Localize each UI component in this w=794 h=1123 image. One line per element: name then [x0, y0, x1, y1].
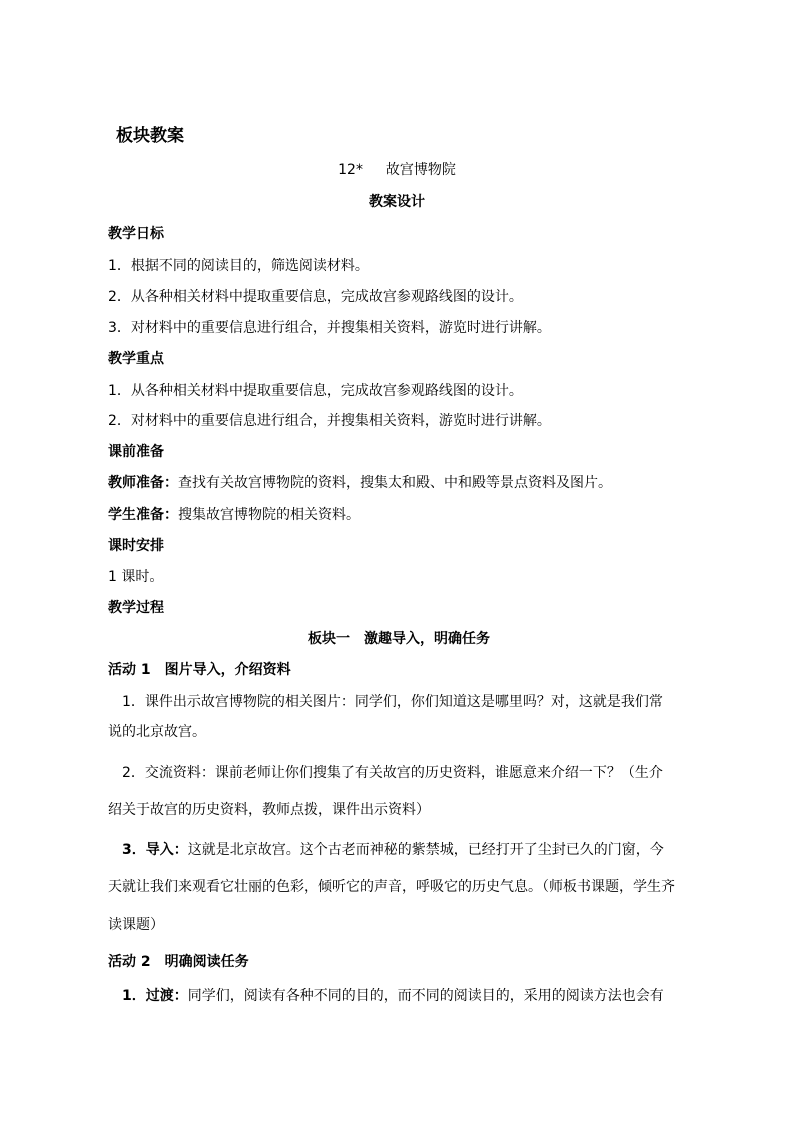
block-label: 板块教案: [116, 126, 184, 146]
step-3-line-2: 天就让我们来观看它壮丽的色彩，倾听它的声音，呼吸它的历史气息。（师板书课题，学生齐: [108, 879, 675, 895]
step-3-label: 3．导入：: [122, 842, 188, 858]
schedule-heading: 课时安排: [108, 538, 164, 554]
teacher-preparation: [108, 473, 612, 493]
design-heading: 教案设计: [369, 194, 425, 210]
goals-heading: 教学日标: [108, 226, 164, 242]
lesson-number: 12*: [338, 162, 363, 178]
goal-item-3: 3．对材料中的重要信息进行组合，并搜集相关资料，游览时进行讲解。: [108, 320, 551, 336]
teacher-preparation-label: 教师准备：: [108, 475, 178, 491]
step-3-line-1: [122, 840, 664, 860]
teacher-preparation-text: 查找有关故宫博物院的资料，搜集太和殿、中和殿等景点资料及图片。: [178, 475, 612, 491]
step-2-line-1: 2．交流资料：课前老师让你们搜集了有关故宫的历史资料，谁愿意来介绍一下？（生介: [122, 765, 663, 781]
key-point-item-1: 1．从各种相关材料中提取重要信息，完成故宫参观路线图的设计。: [108, 383, 523, 399]
step-2-line-2: 绍关于故宫的历史资料，教师点拨，课件出示资料）: [108, 802, 430, 818]
preparation-heading: 课前准备: [108, 444, 164, 460]
goal-item-2: 2．从各种相关材料中提取重要信息，完成故宫参观路线图的设计。: [108, 289, 523, 305]
step-4-text: 同学们，阅读有各种不同的目的，而不同的阅读目的，采用的阅读方法也会有: [187, 988, 664, 1004]
section-title: 板块一 激趣导入，明确任务: [308, 631, 490, 647]
activity-1-title: 活动 1 图片导入，介绍资料: [108, 662, 291, 678]
step-3-text: 这就是北京故宫。这个古老而神秘的紫禁城，已经打开了尘封已久的门窗，今: [187, 842, 664, 858]
lesson-title-line: [0, 160, 794, 180]
process-heading: 教学过程: [108, 600, 164, 616]
schedule-text: 1 课时。: [108, 569, 164, 585]
step-3-line-3: 读课题）: [108, 917, 164, 933]
goal-item-1: 1．根据不同的阅读目的，筛选阅读材料。: [108, 258, 369, 274]
step-1-line-2: 说的北京故宫。: [108, 724, 206, 740]
student-preparation: [108, 505, 360, 525]
lesson-title: 故宫博物院: [385, 162, 456, 178]
step-1-line-1: 1．课件出示故宫博物院的相关图片：同学们，你们知道这是哪里吗？对，这就是我们常: [122, 694, 663, 710]
student-preparation-label: 学生准备：: [108, 507, 178, 523]
activity-2-title: 活动 2 明确阅读任务: [108, 954, 249, 970]
step-4-line-1: [122, 986, 664, 1006]
student-preparation-text: 搜集故宫博物院的相关资料。: [178, 507, 360, 523]
key-point-item-2: 2．对材料中的重要信息进行组合，并搜集相关资料，游览时进行讲解。: [108, 413, 551, 429]
key-points-heading: 教学重点: [108, 351, 164, 367]
step-4-label: 1．过渡：: [122, 988, 188, 1004]
